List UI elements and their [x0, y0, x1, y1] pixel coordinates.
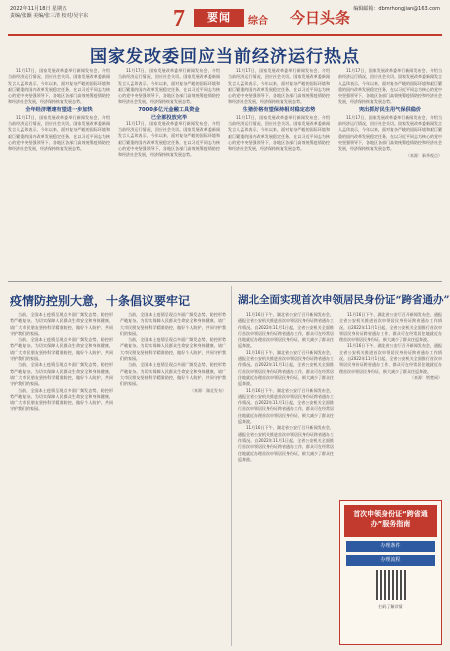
- top-credit: （来源：新华视点）: [406, 152, 442, 158]
- bottom-left-column-1: [10, 312, 113, 647]
- column-divider: [231, 286, 232, 646]
- article-paragraph: 当前，全国本土疫情呈现点多面广频发态势，防控形势严峻复杂。为切实保障人民群众生命安全和身体健康，请广大市民朋友坚持科学精准防控，做好个人防护，共同守护我们的家园。: [10, 337, 113, 362]
- article-paragraph: 11月16日下午，湖北省公安厅召开新闻发布会，通报全省公安机关推进首次申领居民身份证跨省通办工作情况。自2022年11月1日起，全省公安机关全面推行首次申领居民身份证跨省通办工作，群众可在经常居住地就近办理首次申领居民身份证，极大减少了群众往返奔波。: [238, 425, 334, 462]
- article-paragraph: 11月17日，国家发展改革委举行新闻发布会，介绍当前经济运行情况，回应社会关切。国家发展改革委新闻发言人孟玮表示，今年以来，面对复杂严峻的国际环境和艰巨繁重的国内改革发展稳定任务，在以习近平同志为核心的党中央坚强领导下，各地区各部门高效统筹疫情防控和经济社会发展，经济保持恢复发展态势。: [118, 120, 220, 158]
- subheading: 全年经济增速有望进一步加快: [25, 106, 93, 113]
- section-divider: [8, 281, 442, 282]
- service-guide-banner: 首次申领身份证“跨省通办”服务指南: [344, 505, 437, 537]
- article-paragraph: 11月17日，国家发展改革委举行新闻发布会，介绍当前经济运行情况，回应社会关切。国家发展改革委新闻发言人孟玮表示，今年以来，面对复杂严峻的国际环境和艰巨繁重的国内改革发展稳定任务，在以习近平同志为核心的党中央坚强领导下，各地区各部门高效统筹疫情防控和经济社会发展，经济保持恢复发展态势。: [8, 68, 110, 105]
- bottom-right-headline: 湖北全面实现首次申领居民身份证“跨省通办”: [238, 294, 450, 306]
- article-paragraph: 11月17日，国家发展改革委举行新闻发布会，介绍当前经济运行情况，回应社会关切。国家发展改革委新闻发言人孟玮表示，今年以来，面对复杂严峻的国际环境和艰巨繁重的国内改革发展稳定任务，在以习近平同志为核心的党中央坚强领导下，各地区各部门高效统筹疫情防控和经济社会发展，经济保持恢复发展态势。: [8, 114, 110, 152]
- masthead-info: [10, 6, 160, 20]
- process-button: 办理流程: [346, 555, 435, 566]
- bottom-left-headline: 疫情防控别大意，十条倡议要牢记: [10, 294, 191, 308]
- article-paragraph: 11月16日下午，湖北省公安厅召开新闻发布会，通报全省公安机关推进首次申领居民身份证跨省通办工作情况。自2022年11月1日起，全省公安机关全面推行首次申领居民身份证跨省通办工作，群众可在经常居住地就近办理首次申领居民身份证，极大减少了群众往返奔波。: [339, 312, 442, 343]
- service-guide-box: [339, 500, 442, 645]
- masthead: [8, 4, 442, 36]
- article-paragraph: 当前，全国本土疫情呈现点多面广频发态势，防控形势严峻复杂。为切实保障人民群众生命安全和身体健康，请广大市民朋友坚持科学精准防控，做好个人防护，共同守护我们的家园。: [120, 362, 226, 387]
- masthead-rule: [8, 34, 442, 36]
- info-line: 责编/张颖 美编/张三清 校对/吴宇东: [10, 13, 89, 19]
- article-paragraph: 11月17日，国家发展改革委举行新闻发布会，介绍当前经济运行情况，回应社会关切。国家发展改革委新闻发言人孟玮表示，今年以来，面对复杂严峻的国际环境和艰巨繁重的国内改革发展稳定任务，在以习近平同志为核心的党中央坚强领导下，各地区各部门高效统筹疫情防控和经济社会发展，经济保持恢复发展态势。: [118, 68, 220, 105]
- bottom-left-column-2: [120, 312, 226, 647]
- top-column-3: [228, 68, 330, 278]
- top-column-4: [338, 68, 442, 278]
- section-label: 要闻: [194, 9, 244, 27]
- article-paragraph: 11月16日下午，湖北省公安厅召开新闻发布会，通报全省公安机关推进首次申领居民身份证跨省通办工作情况。自2022年11月1日起，全省公安机关全面推行首次申领居民身份证跨省通办工作，群众可在经常居住地就近办理首次申领居民身份证，极大减少了群众往返奔波。: [238, 312, 334, 349]
- article-paragraph: 当前，全国本土疫情呈现点多面广频发态势，防控形势严峻复杂。为切实保障人民群众生命安全和身体健康，请广大市民朋友坚持科学精准防控，做好个人防护，共同守护我们的家园。: [10, 387, 113, 412]
- article-paragraph: 11月17日，国家发展改革委举行新闻发布会，介绍当前经济运行情况，回应社会关切。国家发展改革委新闻发言人孟玮表示，今年以来，面对复杂严峻的国际环境和艰巨繁重的国内改革发展稳定任务，在以习近平同志为核心的党中央坚强领导下，各地区各部门高效统筹疫情防控和经济社会发展，经济保持恢复发展态势。: [338, 68, 442, 105]
- article-paragraph: 当前，全国本土疫情呈现点多面广频发态势，防控形势严峻复杂。为切实保障人民群众生命安全和身体健康，请广大市民朋友坚持科学精准防控，做好个人防护，共同守护我们的家园。: [120, 312, 226, 336]
- article-paragraph: 当前，全国本土疫情呈现点多面广频发态势，防控形势严峻复杂。为切实保障人民群众生命安全和身体健康，请广大市民朋友坚持科学精准防控，做好个人防护，共同守护我们的家园。: [10, 312, 113, 336]
- subheading: 生猪价格有望保持相对稳定态势: [242, 106, 316, 113]
- qr-code-icon: [376, 570, 406, 600]
- article-paragraph: 11月16日下午，湖北省公安厅召开新闻发布会，通报全省公安机关推进首次申领居民身份证跨省通办工作情况。自2022年11月1日起，全省公安机关全面推行首次申领居民身份证跨省通办工作，群众可在经常居住地就近办理首次申领居民身份证，极大减少了群众往返奔波。: [339, 343, 442, 374]
- newspaper-logo: 今日头条: [290, 9, 351, 27]
- top-column-1: [8, 68, 110, 278]
- subheading: 突出抓好民生用气保供稳价: [358, 106, 422, 113]
- article-paragraph: 当前，全国本土疫情呈现点多面广频发态势，防控形势严峻复杂。为切实保障人民群众生命安全和身体健康，请广大市民朋友坚持科学精准防控，做好个人防护，共同守护我们的家园。: [120, 337, 226, 362]
- article-paragraph: 当前，全国本土疫情呈现点多面广频发态势，防控形势严峻复杂。为切实保障人民群众生命安全和身体健康，请广大市民朋友坚持科学精准防控，做好个人防护，共同守护我们的家园。: [10, 362, 113, 387]
- article-paragraph: 11月16日下午，湖北省公安厅召开新闻发布会，通报全省公安机关推进首次申领居民身份证跨省通办工作情况。自2022年11月1日起，全省公安机关全面推行首次申领居民身份证跨省通办工作，群众可在经常居住地就近办理首次申领居民身份证，极大减少了群众往返奔波。: [238, 349, 334, 387]
- page-number: 7: [173, 6, 185, 32]
- editor-line: 编辑邮箱：dbmrhongjian@163.com: [353, 6, 440, 12]
- conditions-button: 办理条件: [346, 541, 435, 552]
- section-sub-label: 综合: [248, 16, 268, 27]
- bottom-left-credit: （来源：湖北发布）: [190, 387, 226, 393]
- qr-caption: 扫码了解详情: [378, 604, 403, 609]
- top-article: [8, 68, 442, 278]
- bottom-right-column-2: [339, 312, 442, 496]
- article-paragraph: 11月16日下午，湖北省公安厅召开新闻发布会，通报全省公安机关推进首次申领居民身份证跨省通办工作情况。自2022年11月1日起，全省公安机关全面推行首次申领居民身份证跨省通办工作，群众可在经常居住地就近办理首次申领居民身份证，极大减少了群众往返奔波。: [238, 387, 334, 425]
- date-line: 2022年11月18日 星期五: [10, 6, 68, 12]
- article-paragraph: 11月17日，国家发展改革委举行新闻发布会，介绍当前经济运行情况，回应社会关切。国家发展改革委新闻发言人孟玮表示，今年以来，面对复杂严峻的国际环境和艰巨繁重的国内改革发展稳定任务，在以习近平同志为核心的党中央坚强领导下，各地区各部门高效统筹疫情防控和经济社会发展，经济保持恢复发展态势。: [228, 68, 330, 105]
- bottom-right-credit: （来源：荆楚网）: [410, 374, 442, 380]
- top-headline: 国家发改委回应当前经济运行热点: [90, 47, 360, 67]
- bottom-right-column-1: [238, 312, 334, 647]
- subheading: 已全部投放完毕: [150, 114, 188, 121]
- top-column-2: [118, 68, 220, 278]
- article-paragraph: 11月17日，国家发展改革委举行新闻发布会，介绍当前经济运行情况，回应社会关切。国家发展改革委新闻发言人孟玮表示，今年以来，面对复杂严峻的国际环境和艰巨繁重的国内改革发展稳定任务，在以习近平同志为核心的党中央坚强领导下，各地区各部门高效统筹疫情防控和经济社会发展，经济保持恢复发展态势。: [338, 114, 442, 152]
- article-paragraph: 11月17日，国家发展改革委举行新闻发布会，介绍当前经济运行情况，回应社会关切。国家发展改革委新闻发言人孟玮表示，今年以来，面对复杂严峻的国际环境和艰巨繁重的国内改革发展稳定任务，在以习近平同志为核心的党中央坚强领导下，各地区各部门高效统筹疫情防控和经济社会发展，经济保持恢复发展态势。: [228, 114, 330, 152]
- subheading: 7000多亿元金融工具资金: [138, 106, 200, 113]
